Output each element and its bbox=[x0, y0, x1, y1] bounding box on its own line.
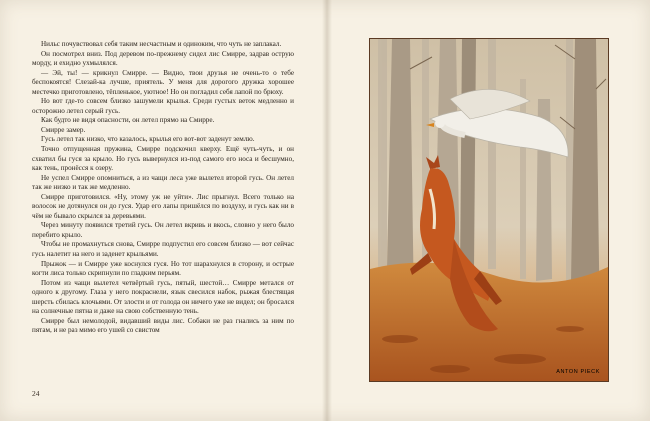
page-number: 24 bbox=[32, 389, 40, 398]
paragraph: Через минуту появился третий гусь. Он летел вкривь и вкось, словно у него было перебито крыло. bbox=[32, 221, 294, 239]
paragraph: Не успел Смирре опомниться, а из чащи леса уже вылетел второй гусь. Он летел так же низко и так же медленно. bbox=[32, 173, 294, 192]
paragraph: Нильс почувствовал себя таким несчастным и одиноким, что чуть не заплакал. bbox=[41, 40, 282, 48]
paragraph: Смирре замер. bbox=[41, 125, 86, 134]
paragraph: Как будто не видя опасности, он летел прямо на Смирре. bbox=[41, 116, 215, 125]
paragraph: Чтобы не промахнуться снова, Смирре подпустил его совсем близко — вот сейчас гусь налетит на него и заденет крыльями. bbox=[32, 240, 294, 259]
paragraph: Гусь летел так низко, что казалось, крылья его вот-вот заденут землю. bbox=[41, 135, 255, 144]
paragraph: Потом из чащи вылетел четвёртый гусь, пятый, шестой… Смирре метался от одного к другому. Глаза у него покраснели, язык свесился набок, рыжая блестящая шерсть сбилась клочьями. От злости и от голода он ничего уже не видел; он бросался на солнечные пятна и даже на свою собственную тень. bbox=[32, 278, 294, 316]
artist-signature: ANTON PIECK bbox=[556, 369, 600, 375]
forest-fox-goose-illustration bbox=[370, 39, 608, 381]
book-gutter bbox=[322, 0, 332, 421]
paragraph: Смирре был немолодой, видавший виды лис. Собаки не раз гнались за ним по пятам, и не раз мимо его ушей со свистом bbox=[32, 316, 294, 335]
paragraph: Но вот где-то совсем близко зашумели крылья. Среди густых веток медленно и осторожно летел серый гусь. bbox=[32, 97, 294, 115]
paragraph: Прыжок — и Смирре уже коснулся гуся. Но тот шарахнулся в сторону, и острые когти лиса только скрипнули по гладким перьям. bbox=[32, 259, 294, 278]
illustration-plate bbox=[369, 38, 609, 382]
paragraph: Точно отпущенная пружина, Смирре подскочил кверху. Ещё чуть-чуть, и он схватил бы гуся за крыло. Но гусь вывернулся из-под самого его носа и бесшумно, как тень, пронёсся к озеру. bbox=[32, 145, 294, 173]
paragraph: — Эй, ты! — крикнул Смирре. — Видно, твои друзья не очень-то о тебе беспокоятся! Слезай-ка лучше, приятель. У меня для дорогого дружка хорошее местечко приготовлено, тёпленькое, уютное! Но он погладил себя лапой по брюху. bbox=[32, 68, 294, 96]
paragraph: Смирре приготовился. «Ну, этому уж не уйти». Лис прыгнул. Всего только на волосок не дотянулся он до гуся. Удар его лапы пришёлся по воздуху, и гусь как ни в чём не бывало скрылся за деревьями. bbox=[32, 192, 294, 220]
paragraph: Он посмотрел вниз. Под деревом по-прежнему сидел лис Смирре, задрав острую морду, и ехидно ухмылялся. bbox=[32, 49, 294, 68]
left-page-text bbox=[32, 40, 294, 336]
